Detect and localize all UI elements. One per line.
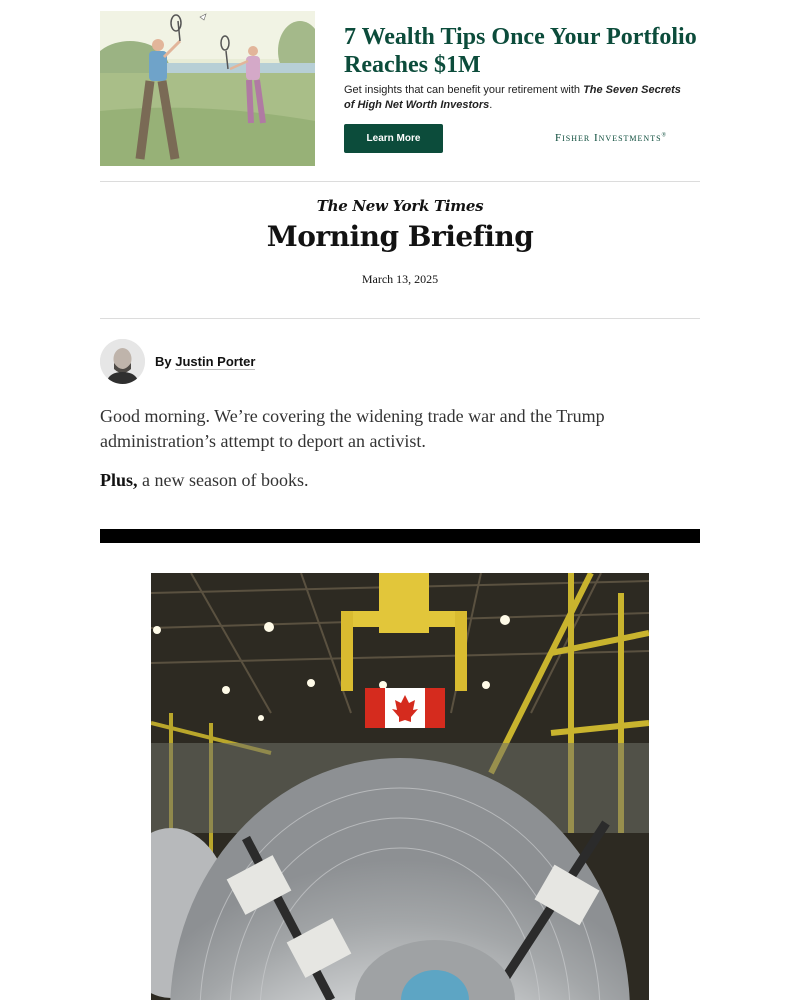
plus-paragraph	[100, 468, 700, 493]
divider	[100, 181, 700, 182]
ad-copy-prefix: Get insights that can benefit your retirement with	[344, 84, 584, 96]
ad-copy-book-title: The Seven Secrets of High Net Worth Investors	[344, 84, 681, 111]
nyt-logo[interactable]: The New York Times	[316, 197, 484, 215]
ad-copy-suffix: .	[489, 99, 493, 111]
section-divider-bar	[100, 529, 700, 543]
steel-coil-photo[interactable]	[151, 573, 649, 1000]
ad-illustration-badminton[interactable]	[100, 11, 315, 166]
byline-prefix: By	[155, 354, 172, 369]
ad-brand-logo[interactable]	[555, 132, 667, 144]
author-avatar	[100, 339, 145, 384]
ad-copy	[344, 83, 684, 113]
ad-headline[interactable]: 7 Wealth Tips Once Your Portfolio Reaches $1M	[344, 24, 697, 78]
advertisement[interactable]	[100, 11, 700, 167]
ad-brand-name: Fisher Investments	[555, 132, 662, 144]
newsletter-date: March 13, 2025	[361, 272, 439, 286]
author-link[interactable]: Justin Porter	[175, 354, 256, 369]
plus-text: a new season of books.	[137, 470, 309, 490]
plus-label: Plus,	[100, 470, 138, 490]
divider	[100, 318, 700, 319]
ad-brand-registered-mark: ®	[661, 132, 668, 139]
newsletter-title: Morning Briefing	[266, 220, 534, 253]
byline	[155, 354, 255, 369]
learn-more-button[interactable]: Learn More	[344, 124, 443, 153]
intro-paragraph: Good morning. We’re covering the widening trade war and the Trump administration’s attempt to deport an activist.	[100, 406, 605, 451]
